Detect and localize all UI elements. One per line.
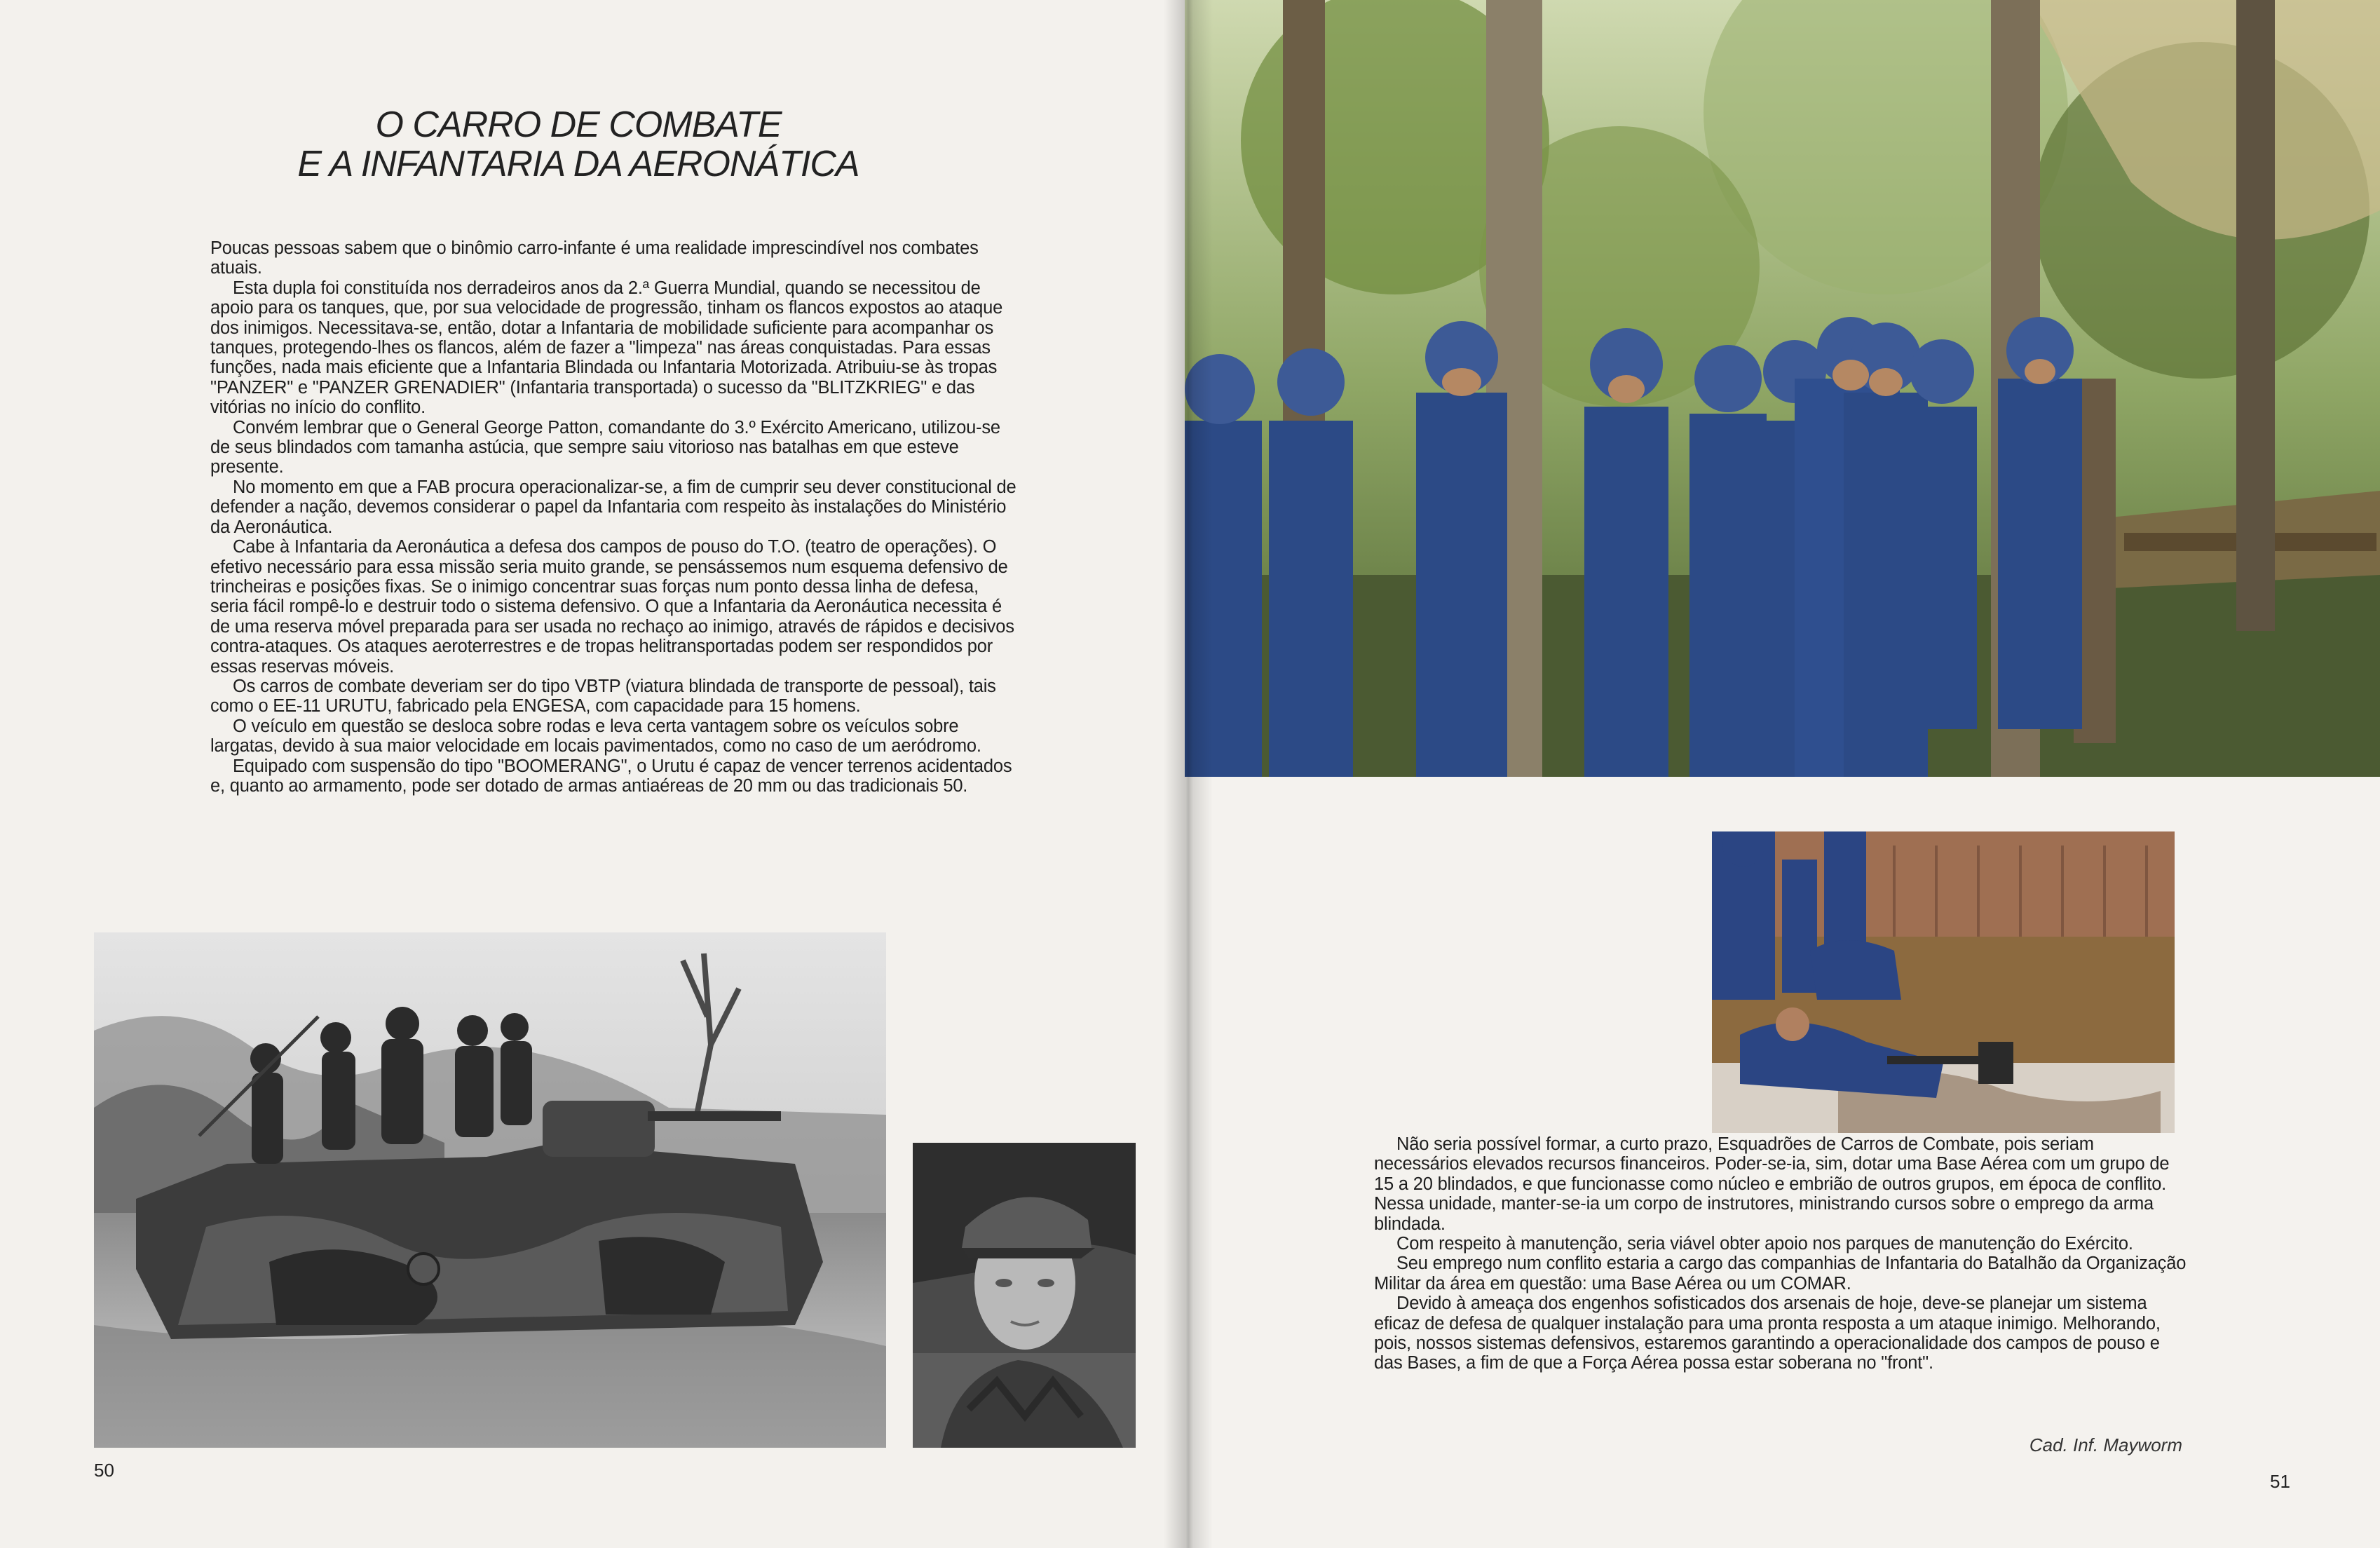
paragraph: No momento em que a FAB procura operacionalizar-se, a fim de cumprir seu dever constitucional de defender a nação, devemos considerar o papel da Infantaria com respeito às instalações do Ministério da Aeronáutica. (210, 477, 1016, 537)
page-number: 51 (2270, 1471, 2290, 1492)
paragraph: O veículo em questão se desloca sobre rodas e leva certa vantagem sobre os veículos sobre largatas, devido à sua maior velocidade em locais pavimentados, como no caso de um aeródromo. (210, 716, 981, 756)
left-page (0, 0, 1185, 1548)
right-article-body (1374, 1134, 2187, 1373)
paragraph: Com respeito à manutenção, seria viável obter apoio nos parques de manutenção do Exército. (1396, 1234, 2133, 1254)
paragraph: Poucas pessoas sabem que o binômio carro-infante é uma realidade imprescindível nos combates atuais. (210, 238, 979, 278)
armored-vehicle-photo (94, 932, 886, 1448)
paragraph: Seu emprego num conflito estaria a cargo das companhias de Infantaria do Batalhão da Organização Militar da área em questão: uma Base Aérea ou um COMAR. (1374, 1254, 2187, 1294)
firing-range-photo (1712, 831, 2175, 1133)
paragraph: Não seria possível formar, a curto prazo, Esquadrões de Carros de Combate, pois seriam necessários elevados recursos financeiros. Poder-se-ia, sim, dotar uma Base Aérea com um grupo de 15 a 20 blindados, e que funcionasse como núcleo e embrião de outros grupos, em época de conflito. Nessa unidade, manter-se-ia um corpo de instrutores, ministrando cursos sobre o emprego da arma blindada. (1374, 1134, 2170, 1234)
right-page (1185, 0, 2380, 1548)
paragraph: Esta dupla foi constituída nos derradeiros anos da 2.ª Guerra Mundial, quando se necessitou de apoio para os tanques, que, por sua velocidade de progressão, tinham os flancos expostos ao ataque dos inimigos. Necessitava-se, então, dotar a Infantaria de mobilidade suficiente para acompanhar os tanques, protegendo-lhes os flancos, além de fazer a "limpeza" nas áreas conquistadas. Para essas funções, nada mais eficiente que a Infantaria Blindada ou Infantaria Motorizada. Atribuiu-se às tropas "PANZER" e "PANZER GRENADIER" (Infantaria transportada) o sucesso da "BLITZKRIEG" e das vitórias no início do conflito. (210, 278, 1003, 418)
left-article-body (210, 238, 1016, 796)
page-number: 50 (94, 1460, 114, 1481)
paragraph: Convém lembrar que o General George Patton, comandante do 3.º Exército Americano, utilizou-se de seus blindados com tamanha astúcia, que sempre saiu vitorioso nas batalhas em que esteve presente. (210, 417, 1000, 477)
paragraph: Os carros de combate deveriam ser do tipo VBTP (viatura blindada de transporte de pessoal), tais como o EE-11 URUTU, fabricado pela ENGESA, com capacidade para 15 homens. (210, 676, 996, 717)
paragraph: Equipado com suspensão do tipo "BOOMERANG", o Urutu é capaz de vencer terrenos acidentados e, quanto ao armamento, pode ser dotado de armas antiaéreas de 20 mm ou das tradicionais 50. (210, 756, 1012, 796)
title-line-2: E A INFANTARIA DA AERONÁTICA (297, 144, 859, 184)
title-line-1: O CARRO DE COMBATE (375, 104, 782, 145)
paragraph: Devido à ameaça dos engenhos sofisticados dos arsenais de hoje, deve-se planejar um sistema eficaz de defesa de qualquer instalação para uma pronta resposta a um ataque inimigo. Melhorando, pois, nossos sistemas defensivos, estaremos garantindo a operacionalidade dos campos de pouso e das Bases, a fim de que a Força Aérea possa estar soberana no "front". (1374, 1294, 2161, 1373)
author-signature: Cad. Inf. Mayworm (2029, 1434, 2182, 1455)
paragraph: Cabe à Infantaria da Aeronáutica a defesa dos campos de pouso do T.O. (teatro de operações). O efetivo necessário para essa missão seria muito grande, se pensássemos num esquema defensivo de trincheiras e posições fixas. Se o inimigo concentrar suas forças num ponto dessa linha de defesa, seria fácil rompê-lo e destruir todo o sistema defensivo. O que a Infantaria da Aeronáutica necessita é de uma reserva móvel preparada para ser usada no rechaço ao inimigo, através de rápidos e decisivos contra-ataques. Os ataques aeroterrestres e de tropas helitransportadas podem ser respondidos por essas reservas móveis. (210, 537, 1014, 677)
soldier-portrait-photo (913, 1143, 1136, 1448)
forest-troops-photo (1185, 0, 2380, 777)
article-title (210, 105, 946, 184)
